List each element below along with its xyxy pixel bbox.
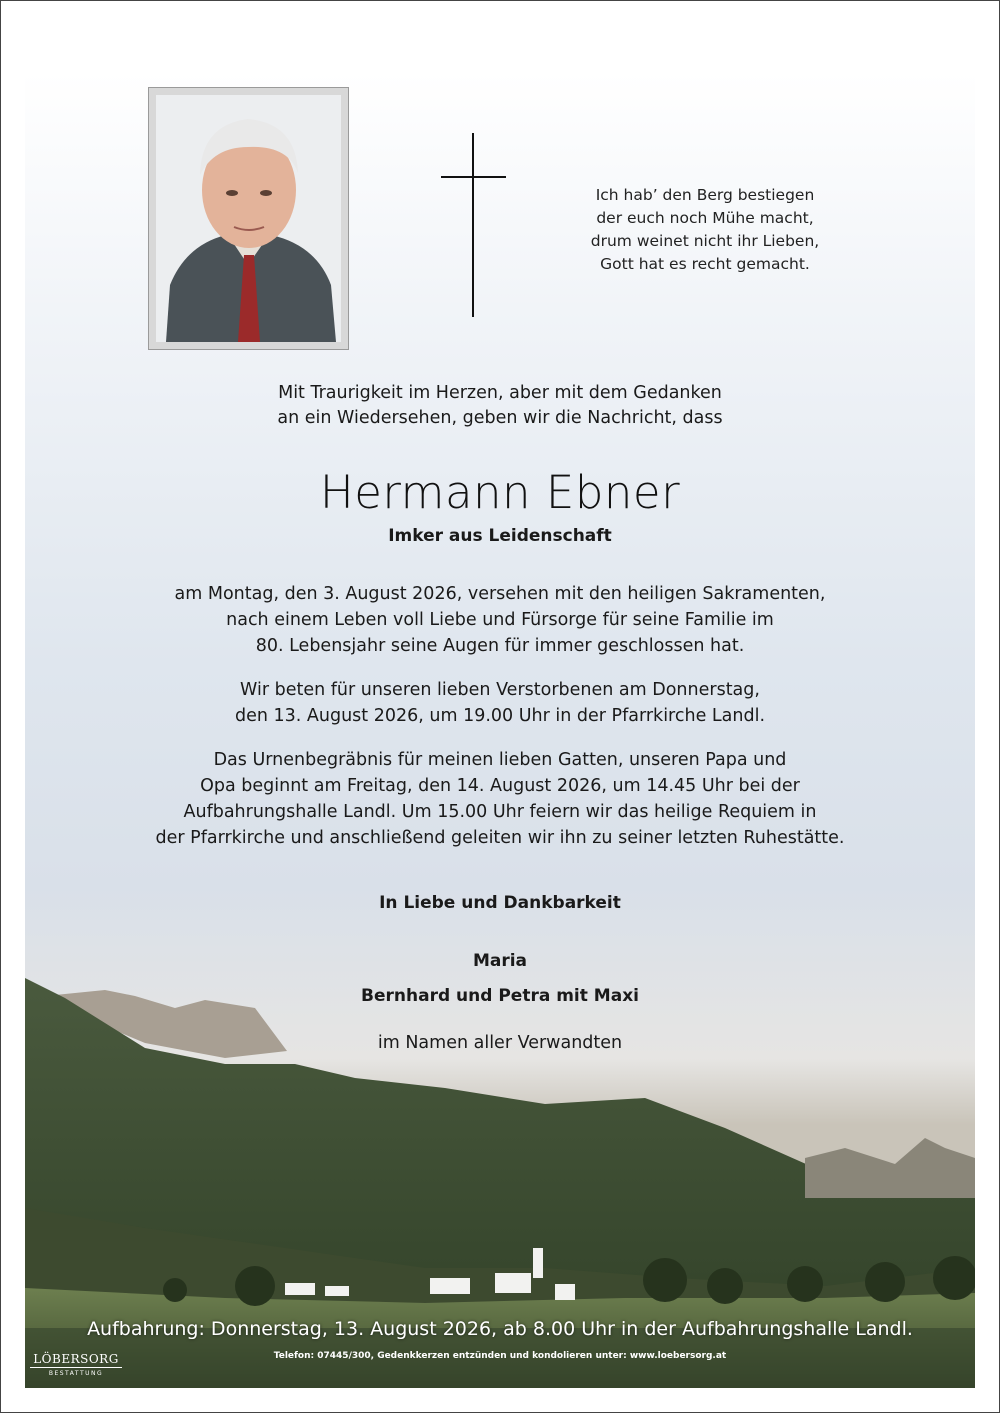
paragraph-line: den 13. August 2026, um 19.00 Uhr in der Pfarrkirche Landl. bbox=[234, 706, 766, 726]
paragraph-line: 80. Lebensjahr seine Augen für immer geschlossen hat. bbox=[255, 636, 745, 656]
poem-line: der euch noch Mühe macht, bbox=[596, 209, 814, 227]
logo-main-text: LÖBERSORG bbox=[30, 1352, 122, 1368]
poem bbox=[560, 184, 850, 276]
poem-line: Ich hab’ den Berg bestiegen bbox=[595, 186, 815, 204]
intro-text bbox=[0, 381, 1000, 431]
paragraph-line: Wir beten für unseren lieben Verstorbenen am Donnerstag, bbox=[240, 680, 760, 700]
portrait-person-icon bbox=[156, 95, 341, 342]
paragraph-line: Aufbahrungshalle Landl. Um 15.00 Uhr feiern wir das heilige Requiem in bbox=[183, 802, 817, 822]
logo-sub-text: BESTATTUNG bbox=[48, 1370, 104, 1377]
portrait-photo-frame bbox=[148, 87, 349, 350]
poem-line: Gott hat es recht gemacht. bbox=[600, 255, 810, 273]
mourners-list bbox=[0, 944, 1000, 1014]
deceased-title: Imker aus Leidenschaft bbox=[388, 526, 612, 546]
laying-out-info: Aufbahrung: Donnerstag, 13. August 2026, ab 8.00 Uhr in der Aufbahrungshalle Landl. bbox=[87, 1318, 913, 1340]
intro-line: Mit Traurigkeit im Herzen, aber mit dem Gedanken bbox=[278, 383, 722, 403]
portrait-photo bbox=[156, 95, 341, 342]
funeral-home-logo bbox=[30, 1352, 122, 1377]
closing-footer: im Namen aller Verwandten bbox=[377, 1033, 623, 1053]
paragraph-line: am Montag, den 3. August 2026, versehen mit den heiligen Sakramenten, bbox=[174, 584, 826, 604]
deceased-name: Hermann Ebner bbox=[319, 466, 681, 519]
contact-info: Telefon: 07445/300, Gedenkkerzen entzünden und kondolieren unter: www.loebersorg.at bbox=[273, 1351, 727, 1361]
intro-line: an ein Wiedersehen, geben wir die Nachricht, dass bbox=[277, 408, 723, 428]
closing-heading: In Liebe und Dankbarkeit bbox=[379, 893, 621, 913]
funeral-paragraph bbox=[0, 747, 1000, 851]
death-announcement-paragraph bbox=[0, 581, 1000, 659]
cross-icon bbox=[441, 133, 506, 317]
mourner-name: Bernhard und Petra mit Maxi bbox=[361, 986, 639, 1006]
paragraph-line: Das Urnenbegräbnis für meinen lieben Gatten, unseren Papa und bbox=[213, 750, 787, 770]
paragraph-line: nach einem Leben voll Liebe und Fürsorge für seine Familie im bbox=[226, 610, 774, 630]
mourner-name: Maria bbox=[472, 951, 528, 971]
prayer-paragraph bbox=[0, 677, 1000, 729]
paragraph-line: Opa beginnt am Freitag, den 14. August 2026, um 14.45 Uhr bei der bbox=[200, 776, 800, 796]
poem-line: drum weinet nicht ihr Lieben, bbox=[590, 232, 820, 250]
paragraph-line: der Pfarrkirche und anschließend geleiten wir ihn zu seiner letzten Ruhestätte. bbox=[155, 828, 845, 848]
